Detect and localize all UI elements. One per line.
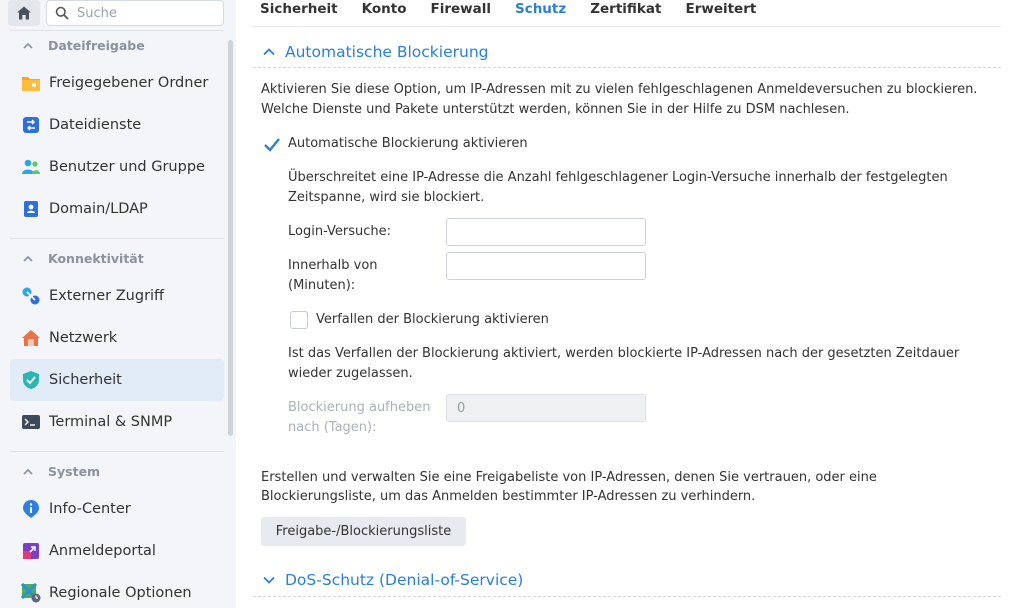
group-title: DoS-Schutz (Denial-of-Service) [285,571,524,589]
sidebar-item-info-center[interactable] [10,488,224,530]
group-title: Automatische Blockierung [285,43,489,61]
sidebar-item-label: Anmeldeportal [49,543,156,559]
divider [253,67,1001,68]
chevron-up-icon [262,45,276,59]
home-icon [16,5,32,21]
field-label: Login-Versuche: [288,224,392,239]
sidebar-item-label: Benutzer und Gruppe [49,159,205,175]
search-input[interactable]: Suche [77,5,117,21]
tab-firewall[interactable]: Firewall [430,1,491,17]
sidebar-item-security[interactable] [10,359,224,401]
tab-divider [253,26,1001,27]
sidebar-item-domain[interactable] [10,188,224,230]
section-system[interactable] [22,464,100,479]
file-services-icon [21,115,41,135]
domain-icon [21,199,41,219]
description-line: Überschreitet eine IP-Adresse die Anzahl fehlgeschlagener Login-Versuche innerhalb der festgelegten [288,170,948,185]
sidebar-item-label: Dateidienste [49,117,142,133]
users-icon [21,157,41,177]
login-portal-icon [21,541,41,561]
divider [253,596,1001,597]
shield-icon [21,370,41,390]
description-line: wieder zugelassen. [288,366,413,381]
checkbox-label: Verfallen der Blockierung aktivieren [316,312,549,327]
sidebar-item-shared-folder[interactable] [10,62,224,104]
section-label: System [48,464,101,479]
search-icon [55,6,69,20]
checkbox-expire[interactable] [290,311,308,329]
sidebar-item-login-portal[interactable] [10,530,224,572]
description-line: Erstellen und verwalten Sie eine Freigabeliste von IP-Adressen, denen Sie vertrauen, oder eine [261,470,877,485]
home-button[interactable] [8,0,40,26]
unblock-days-field: 0 [446,394,646,422]
external-access-icon [21,286,41,306]
allow-block-list-button[interactable]: Freigabe-/Blockierungsliste [261,517,466,546]
sidebar-item-label: Regionale Optionen [49,585,192,601]
checkbox-auto-block[interactable] [262,135,282,155]
sidebar-item-label: Externer Zugriff [49,288,165,304]
sidebar-item-regional-options[interactable] [10,572,224,608]
sidebar-scrollbar[interactable] [228,40,233,436]
sidebar-item-label: Info-Center [49,501,131,517]
group-dos-header[interactable] [262,571,523,589]
field-label: (Minuten): [288,278,356,293]
sidebar-item-network[interactable] [10,317,224,359]
checkbox-label: Automatische Blockierung aktivieren [288,136,528,151]
description-line: Blockierungsliste, um das Anmelden bestimmter IP-Adressen zu verhindern. [261,489,756,504]
sidebar-item-label: Terminal & SNMP [49,414,173,430]
sidebar-item-label: Freigegebener Ordner [49,75,209,91]
sidebar-item-label: Sicherheit [49,372,122,388]
chevron-down-icon [262,573,276,587]
group-auto-block-header[interactable] [262,43,488,61]
tab-schutz[interactable]: Schutz [514,1,567,17]
divider [10,238,224,239]
section-label: Dateifreigabe [48,38,145,53]
description-line: Ist das Verfallen der Blockierung aktiviert, werden blockierte IP-Adressen nach der gesetzten Zeitdauer [288,346,960,361]
terminal-icon [21,412,41,432]
description-line: Welche Dienste und Pakete unterstützt werden, können Sie in der Hilfe zu DSM nachlesen. [261,102,850,117]
tab-bar [253,0,780,24]
divider [10,451,224,452]
tab-zertifikat[interactable]: Zertifikat [590,1,662,17]
tab-sicherheit[interactable]: Sicherheit [260,1,338,17]
field-label: nach (Tagen): [288,420,377,435]
sidebar-item-label: Domain/LDAP [49,201,148,217]
network-icon [21,328,41,348]
sidebar [0,0,236,608]
field-label: Blockierung aufheben [288,400,431,415]
search-box[interactable] [46,0,224,26]
chevron-up-icon [22,40,34,52]
sidebar-item-external-access[interactable] [10,275,224,317]
divider [10,30,224,31]
shared-folder-icon [21,73,41,93]
description-line: Zeitspanne, wird sie blockiert. [288,190,485,205]
sidebar-item-users[interactable] [10,146,224,188]
field-label: Innerhalb von [288,258,378,273]
login-attempts-field[interactable] [446,218,646,246]
sidebar-item-file-services[interactable] [10,104,224,146]
description-line: Aktivieren Sie diese Option, um IP-Adressen mit zu vielen fehlgeschlagenen Anmeldeversuchen zu blockieren. [261,82,978,97]
sidebar-item-label: Netzwerk [49,330,118,346]
section-dateifreigabe[interactable] [22,38,145,53]
tab-konto[interactable]: Konto [361,1,407,17]
chevron-up-icon [22,253,34,265]
info-icon [21,499,41,519]
regional-options-icon [21,583,41,603]
tab-erweitert[interactable]: Erweitert [685,1,757,17]
chevron-up-icon [22,466,34,478]
within-minutes-field[interactable] [446,252,646,280]
section-label: Konnektivität [48,251,144,266]
sidebar-item-terminal[interactable] [10,401,224,443]
section-konnektivitaet[interactable] [22,251,144,266]
